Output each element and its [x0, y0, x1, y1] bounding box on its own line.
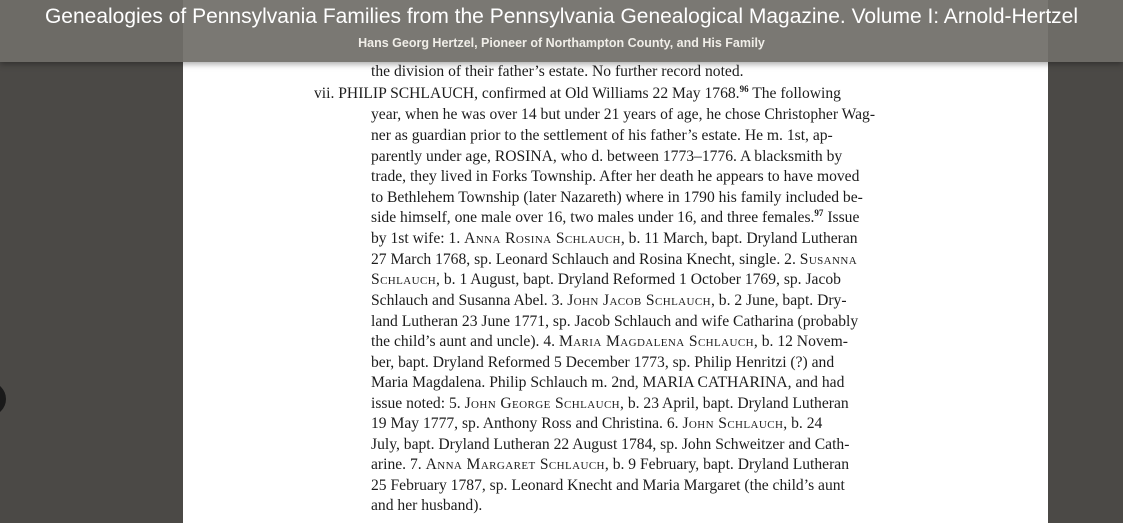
text-span: , b. 9 February, bapt. Dryland Lutheran	[604, 456, 849, 473]
text-line	[314, 291, 847, 312]
person-name: Susanna	[799, 251, 858, 268]
text-line: 25 February 1787, sp. Leonard Knecht and Maria Margaret (the child’s aunt	[371, 477, 845, 494]
text-span: Schlauch and Susanna Abel. 3.	[371, 292, 568, 309]
person-name: John Jacob Schlauch	[567, 292, 711, 309]
person-name: John Schlauch	[682, 415, 784, 432]
text-line: ner as guardian prior to the settlement of his father’s estate. He m. 1st, ap-	[371, 127, 833, 144]
text-span: issue noted: 5.	[371, 395, 465, 412]
text-line: Maria Magdalena. Philip Schlauch m. 2nd, MARIA CATHARINA, and had	[371, 374, 845, 391]
chapter-subtitle: Hans Georg Hertzel, Pioneer of Northampton County, and His Family	[358, 36, 765, 50]
text-line	[314, 394, 849, 415]
person-name: Anna Rosina Schlauch	[464, 230, 621, 247]
text-line	[314, 455, 849, 476]
text-line	[314, 84, 841, 105]
text-line: ber, bapt. Dryland Reformed 5 December 1773, sp. Philip Henritzi (?) and	[371, 354, 835, 371]
person-name: Maria Magdalena Schlauch	[558, 333, 754, 350]
text-span: by 1st wife: 1.	[371, 230, 465, 247]
text-span: arine. 7.	[371, 456, 426, 473]
text-span: The following	[748, 85, 841, 102]
text-line	[314, 414, 822, 435]
text-line: year, when he was over 14 but under 21 years of age, he chose Christopher Wag-	[371, 106, 876, 123]
text-span: , b. 1 August, bapt. Dryland Reformed 1 October 1769, sp. Jacob	[436, 271, 841, 288]
footnote-ref[interactable]: 97	[814, 207, 824, 218]
text-span: , b. 23 April, bapt. Dryland Lutheran	[620, 395, 849, 412]
text-line: July, bapt. Dryland Lutheran 22 August 1784, sp. John Schweitzer and Cath-	[371, 436, 850, 453]
text-span: , b. 12 Novem-	[753, 333, 848, 350]
text-span: 19 May 1777, sp. Anthony Ross and Christina. 6.	[371, 415, 683, 432]
footnote-ref[interactable]: 96	[739, 83, 749, 94]
text-line	[314, 250, 857, 271]
text-line: land Lutheran 23 June 1771, sp. Jacob Schlauch and wife Catharina (probably	[371, 313, 859, 330]
text-span: Issue	[823, 209, 860, 226]
text-line: and her husband).	[371, 497, 483, 514]
text-line: trade, they lived in Forks Township. After her death he appears to have moved	[371, 168, 860, 185]
text-span: the child’s aunt and uncle). 4.	[371, 333, 559, 350]
text-line: parently under age, ROSINA, who d. between 1773–1776. A blacksmith by	[371, 148, 843, 165]
text-line: to Bethlehem Township (later Nazareth) where in 1790 his family included be-	[371, 189, 863, 206]
document-page	[183, 0, 1048, 523]
person-name: Anna Margaret Schlauch	[425, 456, 605, 473]
text-line: the division of their father’s estate. No further record noted.	[371, 63, 744, 80]
text-span: , b. 24	[783, 415, 823, 432]
entry-heading: vii. PHILIP SCHLAUCH, confirmed at Old Williams 22 May 1768.	[314, 85, 740, 102]
previous-page-handle[interactable]	[0, 382, 6, 416]
text-span: , b. 11 March, bapt. Dryland Lutheran	[620, 230, 858, 247]
text-span: 27 March 1768, sp. Leonard Schlauch and Rosina Knecht, single. 2.	[371, 251, 800, 268]
title-bar	[0, 0, 1123, 62]
person-name: Schlauch	[371, 271, 437, 288]
text-span: side himself, one male over 16, two males under 16, and three females.	[371, 209, 815, 226]
text-span: , b. 2 June, bapt. Dry-	[710, 292, 847, 309]
text-line	[314, 229, 858, 250]
text-line	[314, 270, 841, 291]
person-name: John George Schlauch	[464, 395, 621, 412]
book-title: Genealogies of Pennsylvania Families from the Pennsylvania Genealogical Magazine. Volume I: Arnold-Hertzel	[44, 5, 1079, 28]
text-line	[314, 208, 859, 229]
text-line	[314, 332, 848, 353]
